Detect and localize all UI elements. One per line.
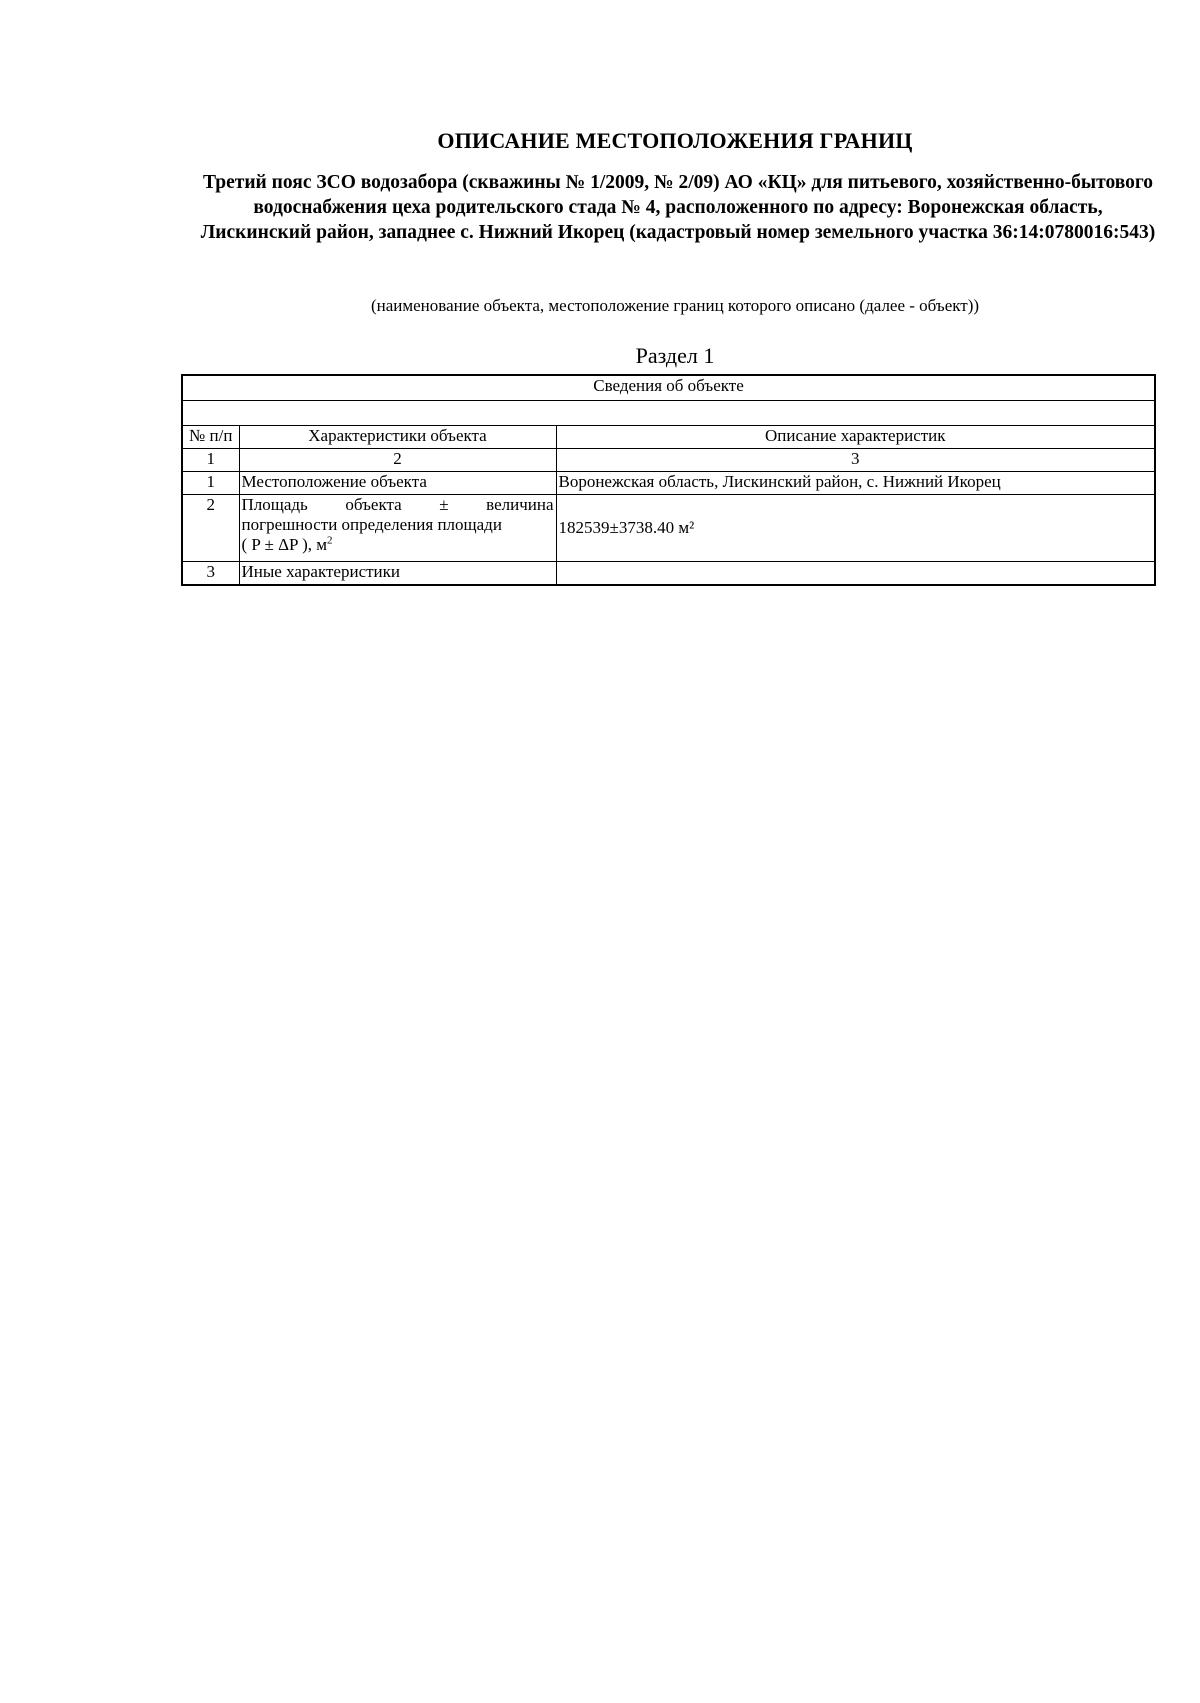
column-header-description: Описание характеристик — [556, 426, 1155, 449]
object-info-table — [181, 374, 1156, 586]
column-number-1: 1 — [182, 449, 239, 472]
table-row — [182, 495, 1155, 562]
row-characteristic: Местоположение объекта — [239, 472, 556, 495]
column-header-number: № п/п — [182, 426, 239, 449]
table-header-row — [182, 375, 1155, 401]
row-description: 182539±3738.40 м² — [556, 495, 1155, 562]
row-description — [556, 562, 1155, 586]
table-blank-row — [182, 401, 1155, 426]
row-description: Воронежская область, Лискинский район, с. Нижний Икорец — [556, 472, 1155, 495]
blank-cell — [182, 401, 1155, 426]
superscript: 2 — [327, 534, 333, 547]
row-number: 1 — [182, 472, 239, 495]
characteristic-line: Площадь объекта ± величина — [241, 495, 554, 514]
document-title: ОПИСАНИЕ МЕСТОПОЛОЖЕНИЯ ГРАНИЦ — [437, 128, 913, 153]
object-caption: (наименование объекта, местоположение границ которого описано (далее - объект)) — [370, 296, 980, 315]
column-number-row — [182, 449, 1155, 472]
table-row — [182, 562, 1155, 586]
row-characteristic — [239, 495, 556, 562]
column-number-3: 3 — [556, 449, 1155, 472]
characteristic-line: погрешности определения площади — [241, 515, 502, 534]
section-title: Раздел 1 — [635, 343, 715, 368]
column-header-row — [182, 426, 1155, 449]
column-header-characteristic: Характеристики объекта — [239, 426, 556, 449]
table-header: Сведения об объекте — [182, 375, 1155, 401]
object-name: Третий пояс ЗСО водозабора (скважины № 1/2009, № 2/09) АО «КЦ» для питьевого, хозяйственно-бытового водоснабжения цеха родительского стада № 4, расположенного по адресу: Воронежская область, Лискинский район, западнее с. Нижний Икорец (кадастровый номер земельного участка 36:14:0780016:543) — [200, 172, 1156, 243]
characteristic-text: ( P ± ΔP ), м — [241, 535, 327, 554]
row-characteristic: Иные характеристики — [239, 562, 556, 586]
table-row — [182, 472, 1155, 495]
characteristic-line — [242, 535, 554, 555]
row-number: 3 — [182, 562, 239, 586]
row-number: 2 — [182, 495, 239, 562]
column-number-2: 2 — [239, 449, 556, 472]
